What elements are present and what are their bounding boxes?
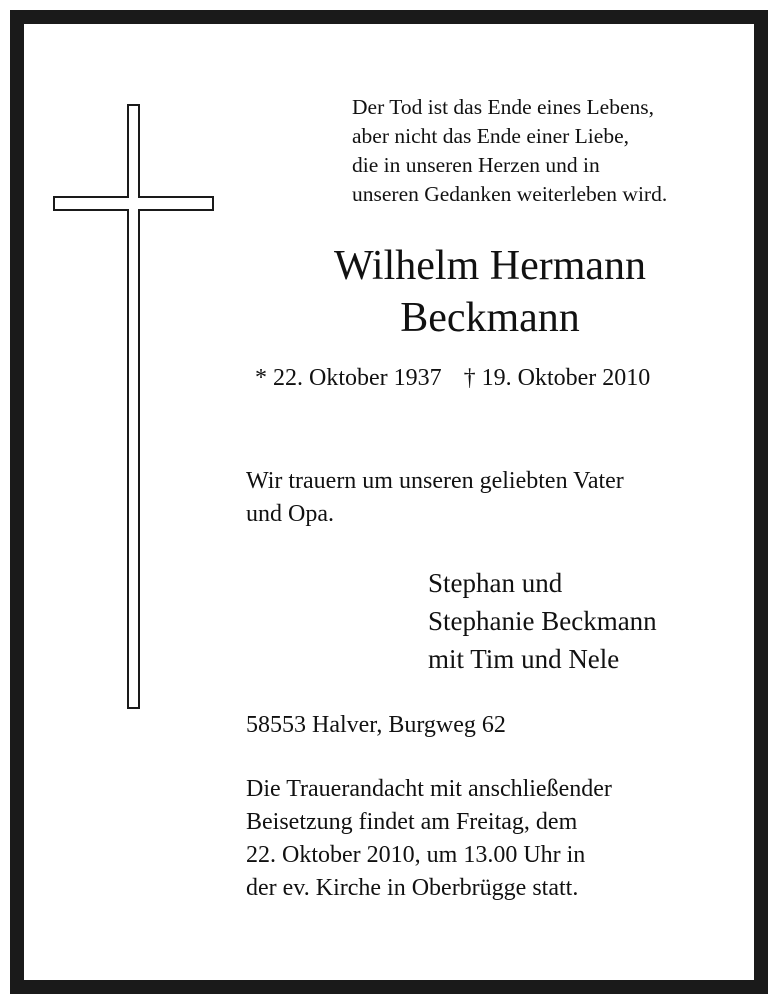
mourners-signature — [428, 564, 748, 678]
deceased-name-line2: Beckmann — [400, 295, 580, 341]
service-line: Die Trauerandacht mit anschließender — [246, 776, 612, 802]
death-date: † 19. Oktober 2010 — [463, 365, 651, 391]
funeral-service-info — [246, 773, 746, 905]
motto-line: aber nicht das Ende einer Liebe, — [352, 124, 629, 148]
latin-cross-icon — [53, 104, 215, 710]
service-line: der ev. Kirche in Oberbrügge statt. — [246, 875, 579, 901]
mourner-line: mit Tim und Nele — [428, 644, 620, 674]
condolence-line: und Opa. — [246, 501, 334, 527]
memorial-motto — [352, 93, 752, 209]
motto-line: die in unseren Herzen und in — [352, 153, 600, 177]
condolence-line: Wir trauern um unseren geliebten Vater — [246, 468, 624, 494]
mourner-line: Stephanie Beckmann — [428, 606, 657, 636]
service-line: 22. Oktober 2010, um 13.00 Uhr in — [246, 842, 586, 868]
mourner-line: Stephan und — [428, 568, 563, 598]
birth-date: * 22. Oktober 1937 — [255, 365, 442, 391]
deceased-name-line1: Wilhelm Hermann — [333, 243, 647, 289]
deceased-name — [230, 240, 750, 344]
address: 58553 Halver, Burgweg 62 — [246, 712, 506, 738]
motto-line: unseren Gedanken weiterleben wird. — [352, 182, 668, 206]
service-line: Beisetzung findet am Freitag, dem — [246, 809, 578, 835]
motto-line: Der Tod ist das Ende eines Lebens, — [352, 95, 655, 119]
condolence-text — [246, 465, 746, 531]
life-dates — [255, 363, 755, 393]
